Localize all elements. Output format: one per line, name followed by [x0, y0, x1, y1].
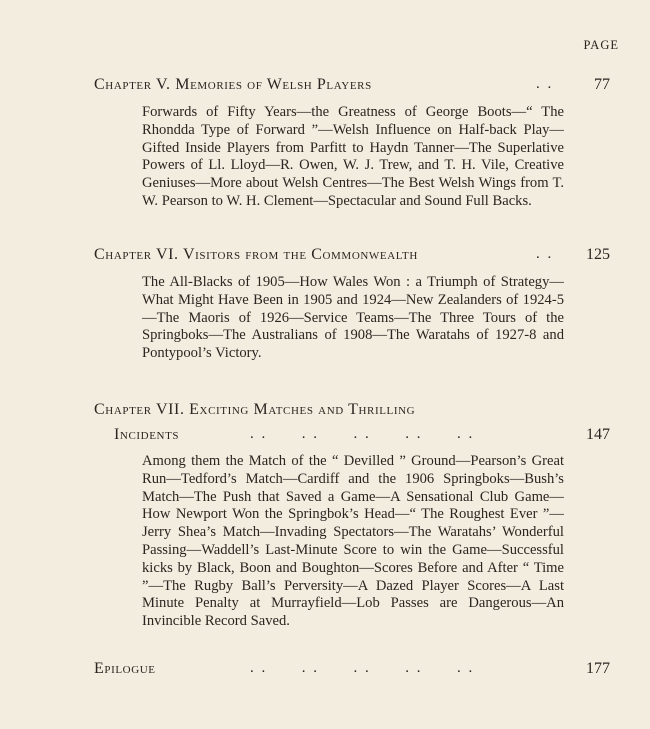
chapter-7-leader-dots: . . . . . . . . . . — [250, 426, 475, 442]
chapter-6-page-number: 125 — [586, 246, 610, 263]
chapter-6-leader-dots: . . — [536, 246, 554, 262]
page-column-label: PAGE — [583, 38, 619, 52]
chapter-7-page-number: 147 — [586, 426, 610, 443]
chapter-7-heading-line-1[interactable] — [94, 401, 610, 419]
chapter-5-page-number: 77 — [594, 76, 610, 93]
chapter-7-title-line-2: Incidents — [114, 426, 180, 443]
chapter-7-summary: Among them the Match of the “ Devilled ” Ground—Pearson’s Great Run—Tedford’s Match—Cardiff and the 1906 Springboks—Bush’s Match—The Push that Saved a Game—A Sensational Club Game—How Newport Won the Springbok’s Head—“ The Roughest Ever ”—Jerry Shea’s Match—Invading Spectators—The Waratahs’ Wonderful Passing—Waddell’s Last-Minute Score to win the Game—Successful kicks by Black, Boon and Boughton—Scores Before and After “ Time ”—The Rugby Ball’s Perversity—A Dazed Player Scores—A Last Minute Penalty at Murrayfield—Lob Passes are Dangerous—An Invincible Record Saved. — [142, 453, 564, 630]
chapter-7-title-line-1: Chapter VII. Exciting Matches and Thrilling — [94, 401, 416, 418]
chapter-7-heading-line-2[interactable] — [114, 426, 610, 444]
chapter-5-summary: Forwards of Fifty Years—the Greatness of George Boots—“ The Rhondda Type of Forward ”—Welsh Influence on Half-back Play—Gifted Inside Players from Parfitt to Haydn Tanner—The Superlative Powers of Ll. Lloyd—R. Owen, W. J. Trew, and T. H. Vile, Creative Geniuses—More about Welsh Centres—The Best Welsh Wings from T. W. Pearson to W. H. Clement—Spectacular and Sound Full Backs. — [142, 104, 564, 209]
chapter-5-heading[interactable] — [94, 76, 610, 94]
epilogue-leader-dots: . . . . . . . . . . — [250, 660, 475, 676]
epilogue-page-number: 177 — [586, 660, 610, 677]
chapter-6-title: Chapter VI. Visitors from the Commonwealth — [94, 246, 418, 263]
chapter-5-leader-dots: . . — [536, 76, 554, 92]
epilogue-title: Epilogue — [94, 660, 156, 677]
chapter-6-summary: The All-Blacks of 1905—How Wales Won : a Triumph of Strategy—What Might Have Been in 1905 and 1924—New Zealanders of 1924-5—The Maoris of 1926—Service Teams—The Three Tours of the Springboks—The Australians of 1908—The Waratahs of 1927-8 and Pontypool’s Victory. — [142, 274, 564, 362]
chapter-6-heading[interactable] — [94, 246, 610, 264]
chapter-5-title: Chapter V. Memories of Welsh Players — [94, 76, 372, 93]
epilogue-heading[interactable] — [94, 660, 610, 678]
